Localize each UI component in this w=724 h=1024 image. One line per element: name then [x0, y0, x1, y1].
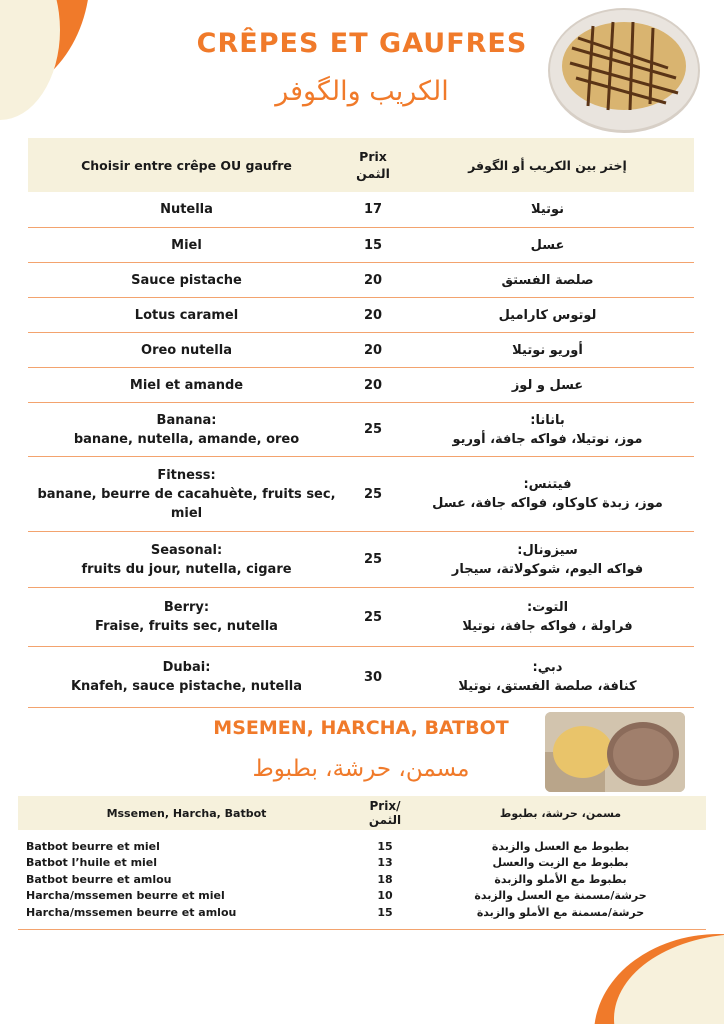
section-msemen-title-fr: MSEMEN, HARCHA, BATBOT — [213, 717, 509, 739]
item-desc: fruits du jour, nutella, cigare — [81, 561, 292, 577]
item-name: Berry: — [163, 600, 210, 615]
table-row — [28, 403, 694, 457]
header-price — [345, 148, 401, 182]
item-name: Miel et amande — [129, 377, 244, 393]
list-item — [18, 904, 706, 921]
item-name-ar: فيتنس: — [523, 477, 572, 492]
table-row — [28, 228, 694, 263]
item-cell-fr — [28, 658, 345, 696]
table-row — [28, 588, 694, 647]
item-name: Seasonal: — [150, 542, 223, 558]
item-cell-ar — [401, 541, 694, 579]
item-name: Harcha/mssemen beurre et miel — [26, 889, 225, 903]
item-cell-ar — [401, 658, 694, 696]
crepes-table-header — [28, 138, 694, 192]
table-row — [28, 368, 694, 403]
table-row — [28, 532, 694, 588]
item-name: Fitness: — [157, 467, 216, 483]
item-cell-ar — [401, 475, 694, 513]
item-name: Dubai: — [162, 660, 211, 675]
item-name: Lotus caramel — [134, 307, 239, 323]
msemen-photo — [545, 712, 685, 792]
item-price: 25 — [363, 609, 383, 625]
item-price: 25 — [363, 552, 383, 567]
item-price: 20 — [363, 307, 383, 323]
header-msemen-fr: Mssemen, Harcha, Batbot — [106, 806, 267, 820]
item-desc: Knafeh, sauce pistache, nutella — [70, 679, 303, 694]
header-msemen-ar: مسمن، حرشة، بطبوط — [499, 806, 622, 820]
item-cell-ar — [401, 411, 694, 449]
header-price-ar: الثمن — [356, 166, 390, 181]
msemen-table-header — [18, 796, 706, 830]
item-name: Nutella — [160, 202, 213, 217]
header-choose-ar: إختر بين الكريب أو الگوفر — [468, 157, 627, 173]
table-row — [28, 457, 694, 532]
item-name-ar: حرشة/مسمنة مع الأملو والزبدة — [476, 905, 645, 919]
item-name: Batbot beurre et miel — [26, 839, 160, 853]
item-price: 20 — [363, 377, 383, 393]
item-name: Banana: — [156, 412, 217, 428]
item-desc-ar: موز، نوتيلا، فواكه جافة، أوريو — [452, 431, 643, 447]
item-desc: Fraise, fruits sec, nutella — [95, 619, 278, 634]
item-desc-ar: كنافة، صلصة الفستق، نوتيلا — [458, 679, 637, 694]
header-price: Prix/الثمن — [368, 799, 402, 827]
table-row — [28, 647, 694, 708]
header-choose-fr: Choisir entre crêpe OU gaufre — [81, 157, 292, 173]
item-price: 17 — [363, 202, 383, 217]
item-desc-ar: موز، زبدة كاوكاو، فواكه جافة، عسل — [432, 496, 663, 511]
item-name-ar: لوتوس كاراميل — [498, 307, 597, 323]
item-name-ar: بطبوط مع الأملو والزبدة — [494, 872, 627, 886]
item-cell-ar — [401, 598, 694, 636]
item-desc-ar: فراولة ، فواكه جافة، نوتيلا — [462, 619, 633, 634]
item-price: 18 — [377, 872, 393, 886]
item-name-ar: دبي: — [532, 660, 563, 675]
item-name: Batbot l’huile et miel — [26, 856, 158, 870]
list-item — [18, 855, 706, 872]
item-cell-fr — [28, 598, 345, 636]
item-price: 10 — [377, 889, 393, 903]
item-cell-fr — [28, 541, 345, 579]
item-price: 25 — [363, 422, 383, 437]
header-price-fr: Prix — [359, 149, 387, 164]
item-name-ar: بطبوط مع العسل والزبدة — [491, 839, 630, 853]
item-cell-fr — [28, 411, 345, 449]
crepes-table-body — [28, 192, 694, 708]
item-name-ar: أوريو نوتيلا — [512, 342, 583, 358]
item-price: 20 — [363, 272, 383, 288]
item-name: Harcha/mssemen beurre et amlou — [26, 905, 237, 919]
list-item — [18, 871, 706, 888]
item-name-ar: التوت: — [526, 600, 569, 615]
item-name-ar: صلصة الفستق — [501, 272, 594, 288]
item-desc: banane, beurre de cacahuète, fruits sec, miel — [37, 486, 336, 521]
section-crepes-title-ar: الكريب والگوفر — [275, 76, 449, 107]
item-name: Oreo nutella — [141, 342, 232, 358]
item-name: Miel — [171, 237, 202, 253]
item-price: 20 — [363, 342, 383, 358]
msemen-table-body — [18, 838, 706, 930]
item-name-ar: نوتيلا — [530, 202, 565, 217]
item-name: Batbot beurre et amlou — [26, 872, 172, 886]
item-price: 15 — [377, 905, 393, 919]
table-row — [28, 263, 694, 298]
item-cell-fr — [28, 466, 345, 523]
item-name-ar: سيزونال: — [517, 542, 578, 558]
item-name-ar: بطبوط مع الزيت والعسل — [492, 856, 629, 870]
item-desc-ar: فواكه اليوم، شوكولاتة، سيجار — [451, 561, 644, 577]
item-price: 15 — [377, 839, 393, 853]
section-crepes-title-fr: CRÊPES ET GAUFRES — [196, 28, 528, 59]
item-name-ar: بانانا: — [530, 412, 565, 428]
list-item — [18, 888, 706, 905]
table-row — [28, 333, 694, 368]
item-price: 13 — [377, 856, 393, 870]
crepe-photo — [548, 8, 700, 133]
item-name-ar: حرشة/مسمنة مع العسل والزبدة — [474, 889, 647, 903]
item-desc: banane, nutella, amande, oreo — [73, 431, 300, 447]
table-row — [28, 298, 694, 333]
item-price: 30 — [363, 669, 383, 685]
table-row — [28, 192, 694, 228]
item-name-ar: عسل و لوز — [511, 377, 584, 393]
list-item — [18, 838, 706, 855]
item-name: Sauce pistache — [131, 272, 242, 288]
item-price: 15 — [363, 237, 383, 253]
item-price: 25 — [363, 486, 383, 502]
item-name-ar: عسل — [530, 237, 565, 253]
section-msemen-title-ar: مسمن، حرشة، بطبوط — [252, 756, 470, 782]
